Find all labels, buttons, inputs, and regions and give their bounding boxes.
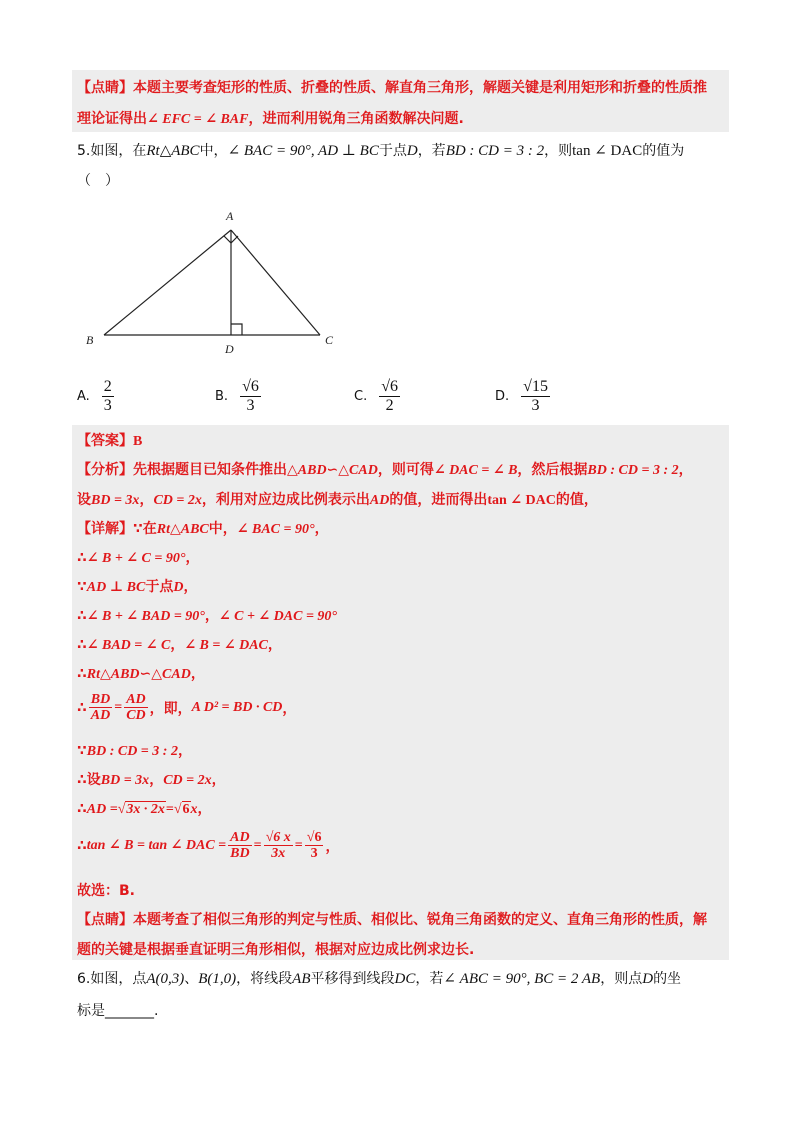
dianjing-text: 本题主要考查矩形的性质、折叠的性质、解直角三角形，解题关键是利用矩形和折叠的性质推 [133,80,707,96]
text: 先根据题目已知条件推出 [133,462,287,478]
detail-line-10 [77,798,212,818]
text: 于点 [145,579,174,595]
math: CD = 2x [163,773,212,788]
equals-sign: = [294,837,303,853]
question-6-stem [77,968,681,988]
analysis-tag: 【分析】 [77,462,133,478]
math: ∠ BAD = ∠ C [86,638,171,653]
sqrt-radical: √3x · 2x [117,802,165,817]
equals-sign: = [114,699,123,715]
therefore-symbol: ∴ [77,772,87,788]
text: ， [170,637,185,653]
math: Rt△ABD∽△CAD [86,667,191,682]
math: CD = 2x [153,493,202,508]
text: 中， [199,143,228,159]
detail-tag: 【详解】 [77,521,133,537]
denominator: AD [90,708,111,724]
text: 设 [77,492,91,508]
math: ∠ BAC = 90°, AD ⊥ BC [227,143,379,159]
sqrt-radical: √6 [173,802,190,817]
math: BD = 3x [91,493,140,508]
question-5-paren [77,170,119,190]
option-label: C. [354,388,368,404]
fraction-bd-ad [89,692,112,724]
label-c: C [325,333,334,347]
text: 的值，进而得出 [389,492,488,508]
denominator: 3 [246,396,255,414]
text: ，则点 [600,971,643,987]
math: ∠ DAC = ∠ B [433,463,518,478]
equation: ∠ EFC = ∠ BAF [147,112,249,127]
detail-select [77,880,135,900]
text: ，若 [417,143,446,159]
numerator: √6 [381,378,398,395]
denominator: CD [126,708,146,724]
denominator: 3 [310,846,318,862]
denominator: 3 [103,396,112,414]
option-value [102,378,114,414]
text: ，则可得 [377,462,434,478]
dianjing-tag: 【点睛】 [77,80,133,96]
radicand: 3x · 2x [126,802,165,817]
numerator: √6 x [265,830,291,845]
text: ， [183,579,198,595]
answer-paren: （ ） [77,173,119,189]
answer-blank[interactable]: _______ [105,1003,154,1019]
math: Rt△ABC [146,143,200,159]
text: ，将线段 [236,971,293,987]
option-b[interactable] [215,378,263,414]
text: ，若 [415,971,444,987]
math: B(1,0) [198,971,237,987]
text: 的值， [555,492,598,508]
text: ，利用对应边成比例表示出 [201,492,370,508]
therefore-symbol: ∴ [77,608,87,624]
math: DC [394,971,416,987]
fraction-root6x-3x [264,830,293,862]
math: ∠ B = ∠ DAC [184,638,268,653]
math: BD : CD = 3 : 2 [587,463,679,478]
math: D [406,143,418,159]
because-symbol: ∵ [77,579,87,595]
label-b: B [86,333,94,347]
math: A(0,3) [146,971,185,987]
math: ∠ BAC = 90° [236,522,315,537]
text: ， [211,772,226,788]
radicand: 6 [182,802,190,817]
numerator: BD [90,692,111,707]
text: ，即， [149,700,192,717]
numerator: AD [230,830,250,845]
text: ， [282,700,297,717]
text: ，则 [544,143,573,159]
text: ， [139,492,154,508]
text: 标是 [77,1003,105,1019]
side-ab [104,230,231,335]
math: D [642,971,654,987]
analysis-line-1 [77,459,693,479]
denominator: 3x [271,846,286,862]
because-symbol: ∵ [77,743,87,759]
text: 的值为 [642,143,685,159]
text: ，然后根据 [517,462,588,478]
option-value [379,378,400,414]
math: tan ∠ B = tan ∠ DAC = [86,838,227,854]
detail-line-1 [77,518,329,538]
math: ∠ C + ∠ DAC = 90° [218,609,338,624]
denominator: 3 [531,396,540,414]
detail-line-2 [77,547,199,567]
text: ， [185,550,200,566]
math: AD = [86,802,118,817]
dianjing-1-line-1 [77,77,707,97]
math: BD : CD = 3 : 2 [86,744,178,759]
math: △ABD∽△CAD [287,463,378,478]
option-value [240,378,261,414]
math: ∠ B + ∠ C = 90° [86,551,186,566]
option-label: A. [77,388,90,404]
dianjing-2-line-2 [77,939,474,959]
question-6-line-2 [77,1000,158,1020]
side-ac [231,230,320,335]
math: AB [292,971,311,987]
text: 平移得到线段 [310,971,395,987]
detail-line-9 [77,769,226,789]
therefore-symbol: ∴ [77,837,87,854]
therefore-symbol: ∴ [77,666,87,682]
answer-value: B [133,434,143,449]
fraction-ad-bd [228,830,251,862]
math: ∠ B + ∠ BAD = 90° [86,609,205,624]
text: ， [190,666,205,682]
dianjing-text: ，进而利用锐角三角函数解决问题. [248,111,464,127]
denominator: 2 [385,396,394,414]
equals-sign: = [253,837,262,853]
math: ∠ ABC = 90°, BC = 2 AB [443,971,601,987]
text: 于点 [378,143,407,159]
math: A D² = BD · CD [191,699,283,715]
question-5-stem [77,140,684,160]
math: Rt△ABC [156,522,209,537]
text: ， [678,462,693,478]
text: ， [325,838,340,855]
detail-line-4 [77,605,337,625]
dianjing-text: 题的关键是根据垂直证明三角形相似，根据对应边成比例求边长. [77,942,475,958]
numerator: AD [126,692,146,707]
math: AD ⊥ BC [86,580,146,595]
triangle-figure [80,205,350,355]
text: 故选：B. [77,883,135,899]
math: D [173,580,184,595]
fraction-root6-3 [305,830,324,862]
option-c[interactable] [354,378,402,414]
numerator: √6 [242,378,259,395]
answer-tag: 【答案】 [77,433,133,449]
text: . [154,1003,159,1019]
therefore-symbol: ∴ [77,637,87,653]
text: ， [149,772,164,788]
fraction-ad-cd [124,692,147,724]
text: 设 [86,772,101,788]
therefore-symbol: ∴ [77,550,87,566]
detail-line-5 [77,634,282,654]
option-label: D. [495,388,510,404]
math: x [190,802,198,817]
numerator: √15 [523,378,548,395]
text: ， [177,743,192,759]
text: ∵在 [133,521,157,537]
option-a[interactable] [77,378,116,414]
text: ， [204,608,219,624]
detail-line-7 [77,692,296,724]
text: 6.如图，点 [77,971,147,987]
text: ， [314,521,329,537]
math: BD = 3x [100,773,150,788]
math: tan ∠ DAC [572,143,643,159]
text: ， [197,801,212,817]
label-d: D [225,342,234,355]
dianjing-text: 本题考查了相似三角形的判定与性质、相似比、锐角三角函数的定义、直角三角形的性质，解 [133,912,707,928]
text: 的坐 [653,971,682,987]
detail-line-8 [77,740,192,760]
numerator: √6 [306,830,322,845]
right-angle-mark-d [231,324,242,335]
math: BD : CD = 3 : 2 [445,143,545,159]
option-label: B. [215,388,229,404]
dianjing-tag: 【点睛】 [77,912,133,928]
equals-sign: = [165,802,174,817]
therefore-symbol: ∴ [77,801,87,817]
numerator: 2 [103,378,112,395]
label-a: A [226,209,234,223]
math: AD [369,493,390,508]
option-d[interactable] [495,378,552,414]
dianjing-text: 理论证得出 [77,111,147,127]
option-value [521,378,550,414]
therefore-symbol: ∴ [77,699,87,716]
detail-line-6 [77,663,205,683]
text: ， [267,637,282,653]
detail-line-11 [77,830,339,862]
detail-line-3 [77,576,197,596]
math: tan ∠ DAC [487,493,556,508]
text: 、 [184,971,199,987]
dianjing-2-line-1 [77,909,707,929]
dianjing-1-line-2 [77,108,464,128]
answer-line [77,430,142,450]
text: 中， [208,521,237,537]
denominator: BD [230,846,250,862]
analysis-line-2 [77,489,598,509]
text: 5.如图，在 [77,143,147,159]
